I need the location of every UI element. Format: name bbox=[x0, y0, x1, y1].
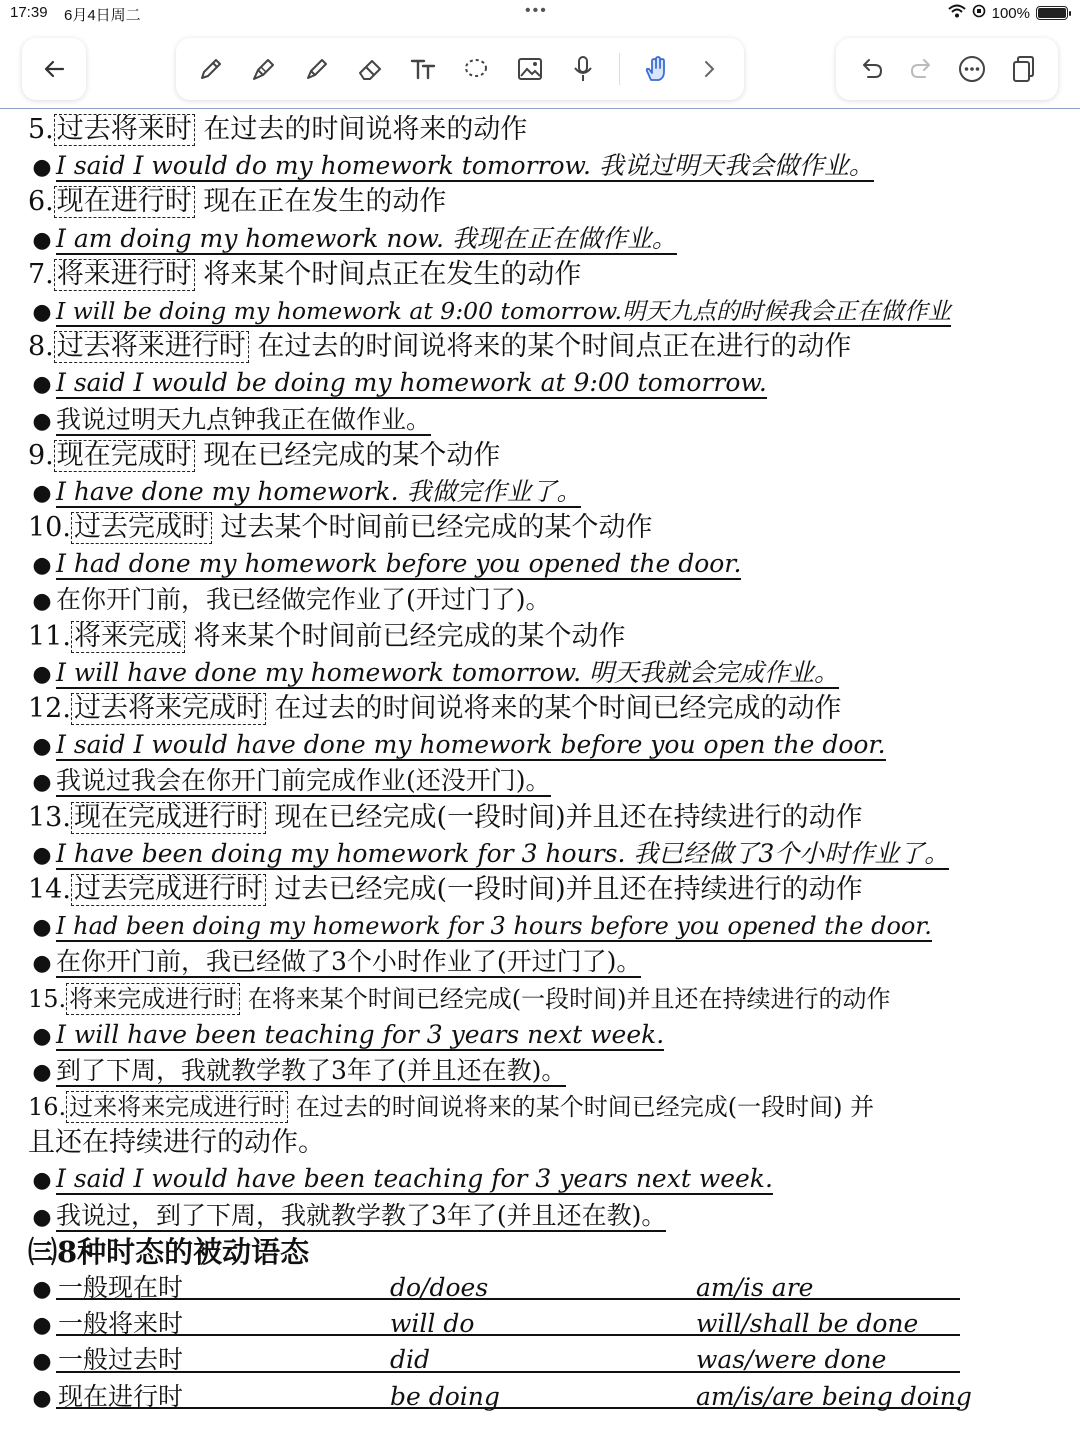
tense-description: 过去某个时间前已经完成的某个动作 bbox=[220, 512, 653, 544]
passive-form-cell: was/were done bbox=[696, 1345, 887, 1375]
bullet-icon: ● bbox=[32, 553, 52, 579]
tense-name-box: 过去完成时 bbox=[71, 512, 212, 544]
pen-icon[interactable] bbox=[194, 52, 228, 86]
bullet-icon: ● bbox=[32, 1059, 52, 1085]
tense-name-box: 过去将来完成时 bbox=[71, 693, 266, 725]
status-right bbox=[948, 4, 1068, 22]
status-bar bbox=[0, 0, 1080, 28]
example-text: I said I would have been teaching for 3 years next week. bbox=[56, 1164, 773, 1194]
multitasking-dots[interactable]: ••• bbox=[525, 2, 548, 19]
example-line bbox=[28, 1161, 1068, 1197]
tense-description: 过去已经完成(一段时间)并且还在持续进行的动作 bbox=[274, 873, 863, 905]
tense-description-continued: 且还在持续进行的动作。 bbox=[28, 1127, 325, 1159]
tense-heading: 5. 过去将来时 在过去的时间说将来的动作 bbox=[28, 114, 528, 145]
bullet-icon: ● bbox=[32, 1349, 52, 1375]
example-text: 我说过我会在你开门前完成作业(还没开门)。 bbox=[56, 766, 551, 796]
tense-name-box: 将来进行时 bbox=[54, 259, 195, 291]
redo-icon[interactable] bbox=[905, 52, 939, 86]
tense-cell: 一般将来时 bbox=[58, 1309, 184, 1339]
example-text: 在你开门前，我已经做了3个小时作业了(开过门了)。 bbox=[56, 947, 642, 977]
bullet-icon: ● bbox=[32, 408, 52, 434]
eraser-icon[interactable] bbox=[353, 52, 387, 86]
tense-description: 在过去的时间说将来的某个时间已经完成的动作 bbox=[274, 693, 842, 724]
status-time: 17:39 bbox=[10, 4, 48, 21]
tense-heading: 13. 现在完成进行时 现在已经完成(一段时间)并且还在持续进行的动作 bbox=[28, 801, 863, 833]
example-line bbox=[28, 148, 1068, 184]
example-line bbox=[28, 582, 1068, 618]
tense-heading: 7. 将来进行时 将来某个时间点正在发生的动作 bbox=[28, 258, 582, 290]
tense-name-box: 现在完成进行时 bbox=[71, 802, 266, 834]
example-line bbox=[28, 221, 1068, 257]
example-text: I am doing my homework now. 我现在正在做作业。 bbox=[56, 223, 677, 253]
example-text: I said I would have done my homework before you open the door. bbox=[56, 730, 886, 760]
chevron-right-icon[interactable] bbox=[692, 52, 726, 86]
bullet-icon: ● bbox=[32, 372, 52, 398]
microphone-icon[interactable] bbox=[566, 52, 600, 86]
tense-heading: 10. 过去完成时 过去某个时间前已经完成的某个动作 bbox=[28, 512, 653, 544]
bullet-icon: ● bbox=[32, 589, 52, 615]
active-form-cell: did bbox=[390, 1345, 431, 1375]
tense-heading: 6. 现在进行时 现在正在发生的动作 bbox=[28, 186, 447, 218]
bullet-icon: ● bbox=[32, 1168, 52, 1194]
tense-name-box: 过去将来时 bbox=[54, 114, 195, 146]
example-line bbox=[28, 1053, 1068, 1089]
tense-heading: 14. 过去完成进行时 过去已经完成(一段时间)并且还在持续进行的动作 bbox=[28, 873, 863, 905]
example-line bbox=[28, 908, 1068, 944]
tense-name-box: 过来将来完成进行时 bbox=[66, 1091, 288, 1123]
example-line bbox=[28, 365, 1068, 401]
bullet-icon: ● bbox=[32, 480, 52, 506]
bullet-icon: ● bbox=[32, 661, 52, 687]
active-form-cell: will do bbox=[390, 1309, 475, 1339]
example-line bbox=[28, 763, 1068, 799]
status-date: 6月4日周二 bbox=[64, 7, 141, 24]
tense-description: 将来某个时间前已经完成的某个动作 bbox=[193, 620, 626, 652]
back-button[interactable] bbox=[22, 38, 86, 100]
passive-row bbox=[28, 1306, 1068, 1342]
text-icon[interactable] bbox=[406, 52, 440, 86]
tense-cell: 一般现在时 bbox=[58, 1273, 184, 1302]
bullet-icon: ● bbox=[32, 842, 52, 868]
tense-heading: 15. 将来完成进行时 在将来某个时间已经完成(一段时间)并且还在持续进行的动作 bbox=[28, 984, 891, 1013]
tense-description: 现在已经完成(一段时间)并且还在持续进行的动作 bbox=[274, 801, 863, 833]
example-text: 在你开门前，我已经做完作业了(开过门了)。 bbox=[56, 585, 551, 615]
fountain-pen-icon[interactable] bbox=[247, 52, 281, 86]
tense-description: 在过去的时间说将来的某个时间已经完成(一段时间) 并 bbox=[295, 1093, 875, 1122]
example-text: 我说过明天九点钟我正在做作业。 bbox=[56, 404, 432, 434]
lasso-icon[interactable] bbox=[459, 52, 493, 86]
tense-name-box: 将来完成进行时 bbox=[66, 983, 240, 1015]
passive-row bbox=[28, 1342, 1068, 1378]
tense-name-box: 现在完成时 bbox=[54, 440, 195, 472]
bullet-icon: ● bbox=[32, 951, 52, 977]
highlighter-icon[interactable] bbox=[300, 52, 334, 86]
tense-heading: 12. 过去将来完成时 在过去的时间说将来的某个时间已经完成的动作 bbox=[28, 693, 842, 724]
bullet-icon: ● bbox=[32, 1277, 52, 1302]
example-line bbox=[28, 402, 1068, 438]
battery-percent: 100% bbox=[991, 4, 1030, 22]
example-text: I have done my homework. 我做完作业了。 bbox=[56, 476, 582, 506]
example-line bbox=[28, 293, 1068, 329]
tense-description: 将来某个时间点正在发生的动作 bbox=[203, 258, 582, 290]
tense-heading: 11. 将来完成 将来某个时间前已经完成的某个动作 bbox=[28, 620, 626, 652]
tense-description: 在过去的时间说将来的动作 bbox=[203, 114, 528, 145]
example-text: 我说过，到了下周，我就教学教了3年了(并且还在教)。 bbox=[56, 1200, 667, 1230]
action-palette bbox=[836, 38, 1058, 100]
example-text: I said I would do my homework tomorrow. 我说过明天我会做作业。 bbox=[56, 151, 874, 181]
example-line bbox=[28, 546, 1068, 582]
example-text: I had done my homework before you opened the door. bbox=[56, 549, 742, 579]
example-line bbox=[28, 474, 1068, 510]
undo-icon[interactable] bbox=[854, 52, 888, 86]
example-line bbox=[28, 655, 1068, 691]
bullet-icon: ● bbox=[32, 915, 52, 941]
tense-description: 在将来某个时间已经完成(一段时间)并且还在持续进行的动作 bbox=[247, 984, 891, 1013]
example-text: I had been doing my homework for 3 hours before you opened the door. bbox=[56, 912, 932, 941]
example-line bbox=[28, 727, 1068, 763]
tense-cell: 一般过去时 bbox=[58, 1345, 184, 1375]
toolbar-divider bbox=[619, 53, 620, 85]
hand-icon[interactable] bbox=[639, 52, 673, 86]
tense-description: 现在正在发生的动作 bbox=[203, 186, 447, 218]
passive-row bbox=[28, 1270, 1068, 1306]
bullet-icon: ● bbox=[32, 155, 52, 181]
example-line bbox=[28, 1198, 1068, 1234]
active-form-cell: be doing bbox=[390, 1381, 500, 1411]
passive-form-cell: am/is are bbox=[696, 1273, 814, 1302]
example-text: I will have been teaching for 3 years next week. bbox=[56, 1019, 665, 1049]
bullet-icon: ● bbox=[32, 734, 52, 760]
bullet-icon: ● bbox=[32, 1313, 52, 1339]
tense-description: 现在已经完成的某个动作 bbox=[203, 439, 501, 471]
bullet-icon: ● bbox=[32, 227, 52, 253]
pages-icon[interactable] bbox=[1006, 52, 1040, 86]
example-text: I said I would be doing my homework at 9:00 tomorrow. bbox=[56, 368, 767, 398]
tense-heading: 9. 现在完成时 现在已经完成的某个动作 bbox=[28, 439, 501, 471]
orientation-lock-icon bbox=[972, 4, 986, 22]
example-line bbox=[28, 836, 1068, 872]
tense-cell: 现在进行时 bbox=[58, 1381, 184, 1411]
example-line bbox=[28, 1017, 1068, 1053]
tense-name-box: 过去将来进行时 bbox=[54, 331, 249, 363]
tense-name-box: 现在进行时 bbox=[54, 186, 195, 218]
tool-palette bbox=[176, 38, 744, 100]
example-text: 到了下周，我就教学教了3年了(并且还在教)。 bbox=[56, 1055, 567, 1085]
example-line bbox=[28, 944, 1068, 980]
back-arrow-icon bbox=[37, 52, 71, 86]
bullet-icon: ● bbox=[32, 1204, 52, 1230]
tense-name-box: 将来完成 bbox=[71, 621, 185, 653]
note-page[interactable] bbox=[28, 112, 1068, 1415]
active-form-cell: do/does bbox=[390, 1273, 489, 1302]
example-text: I have been doing my homework for 3 hours. 我已经做了3个小时作业了。 bbox=[56, 838, 950, 868]
wifi-icon bbox=[948, 4, 966, 22]
example-text: I will be doing my homework at 9:00 tomorrow.明天九点的时候我会正在做作业 bbox=[56, 296, 951, 325]
bullet-icon: ● bbox=[32, 770, 52, 796]
bullet-icon: ● bbox=[32, 1385, 52, 1411]
tense-heading: 8. 过去将来进行时 在过去的时间说将来的某个时间点正在进行的动作 bbox=[28, 331, 852, 363]
tense-name-box: 过去完成进行时 bbox=[71, 874, 266, 906]
bullet-icon: ● bbox=[32, 1023, 52, 1049]
passive-form-cell: am/is/are being doing bbox=[696, 1381, 972, 1411]
passive-form-cell: will/shall be done bbox=[696, 1309, 919, 1339]
bullet-icon: ● bbox=[32, 299, 52, 325]
tense-heading: 16. 过来将来完成进行时 在过去的时间说将来的某个时间已经完成(一段时间) 并 bbox=[28, 1093, 875, 1122]
tense-description: 在过去的时间说将来的某个时间点正在进行的动作 bbox=[257, 331, 852, 363]
battery-icon bbox=[1036, 6, 1068, 20]
example-text: I will have done my homework tomorrow. 明天我就会完成作业。 bbox=[56, 657, 839, 687]
section-title: ㈢8种时态的被动语态 bbox=[28, 1234, 310, 1269]
page-top-border bbox=[0, 108, 1080, 109]
more-icon[interactable] bbox=[955, 52, 989, 86]
passive-row bbox=[28, 1379, 1068, 1415]
image-icon[interactable] bbox=[513, 52, 547, 86]
